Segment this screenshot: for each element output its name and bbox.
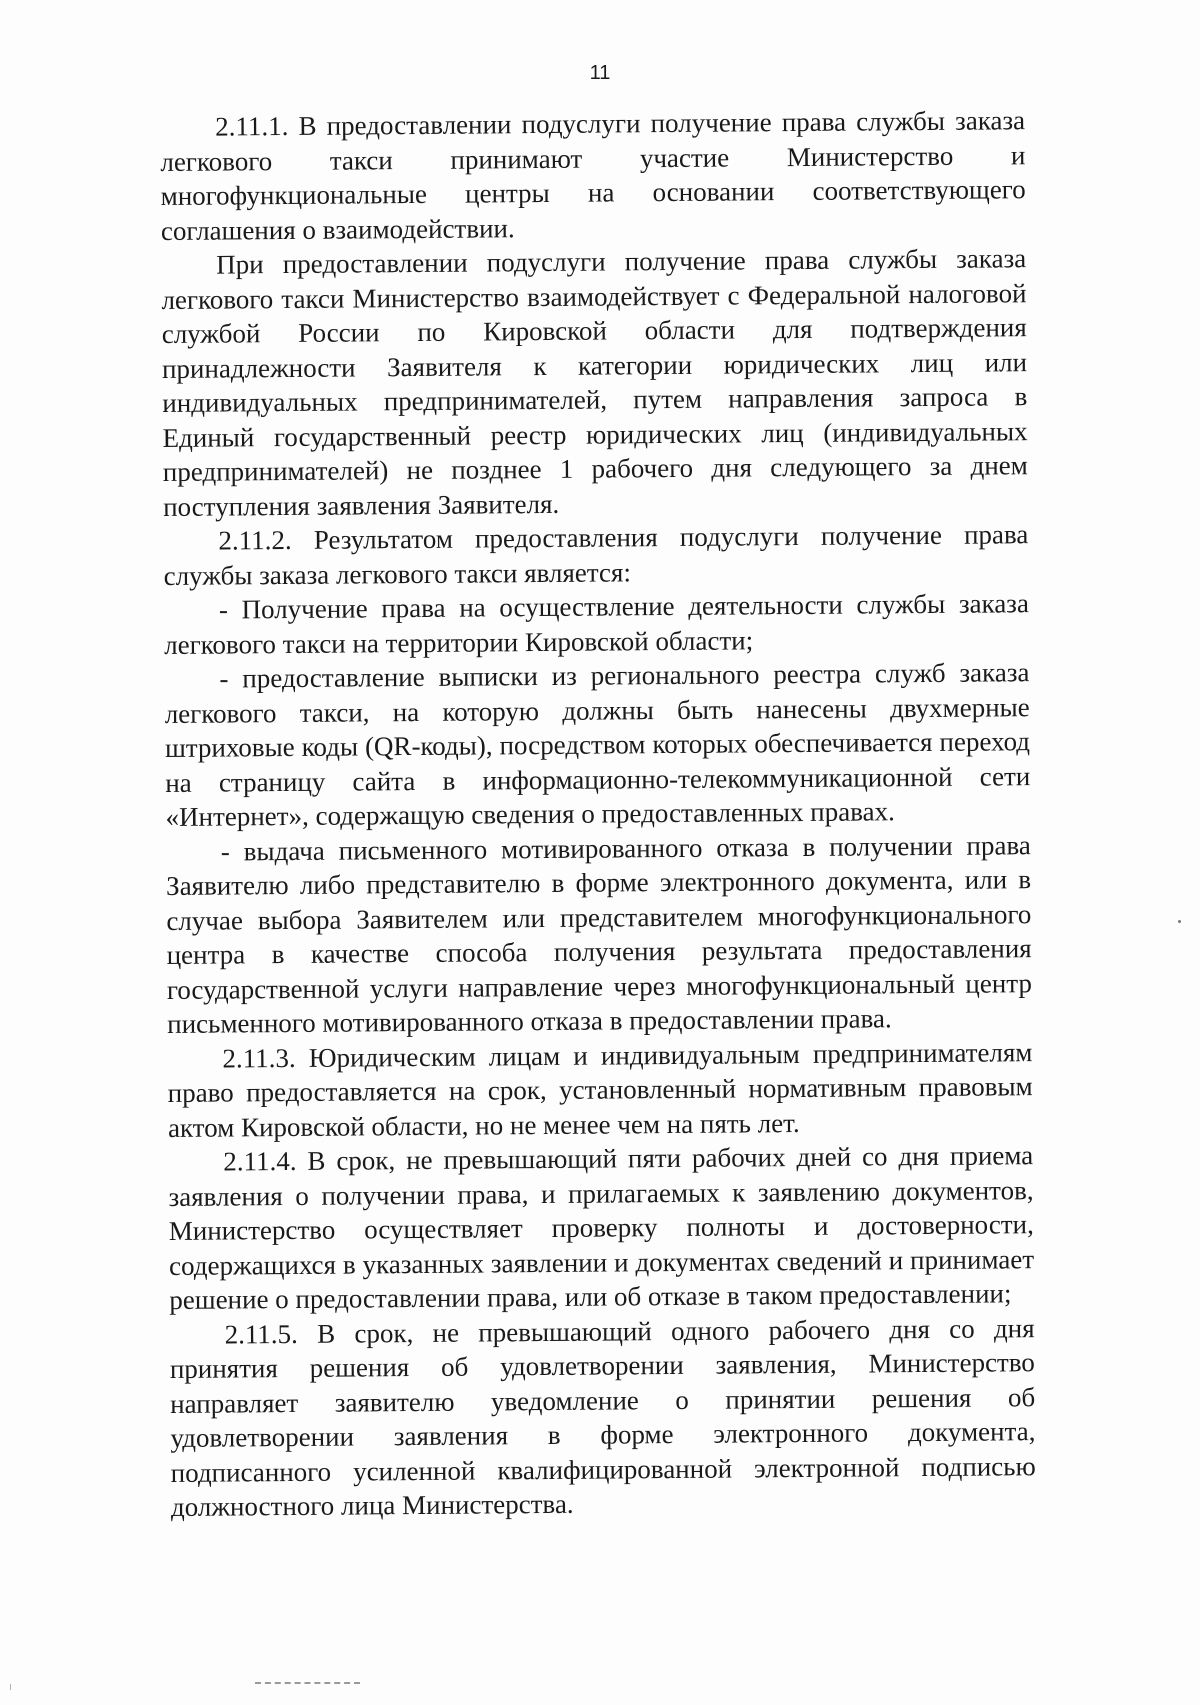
scan-artifact-dashes <box>255 1682 360 1687</box>
paragraph-2-11-4: 2.11.4. В срок, не превышающий пяти рабочих дней со дня приема заявления о получении права, и прилагаемых к заявлению документов, Министерство осуществляет проверку полноты и достоверности, содержащихся в указанных заявлении и документах сведений и принимает решение о предоставлении права, или об отказе в таком предоставлении; <box>168 1140 1035 1315</box>
paragraph-2-11-1: 2.11.1. В предоставлении подуслуги получение права службы заказа легкового такси принимают участие Министерство и многофункциональные центры на основании соответствующего соглашения о взаимодействии. <box>160 105 1026 246</box>
paragraph-2-11-3: 2.11.3. Юридическим лицам и индивидуальным предпринимателям право предоставляется на срок, установленный нормативным правовым актом Кировской области, но не менее чем на пять лет. <box>167 1036 1033 1143</box>
document-body <box>160 103 1036 1524</box>
list-item-refusal: - выдача письменного мотивированного отказа в получении права Заявителю либо представителю в форме электронного документа, или в случае выбора Заявителем или представителем многофункционального центра в качестве способа получения результата предоставления государственной услуги направление через многофункциональный центр письменного мотивированного отказа в предоставлении права. <box>165 829 1032 1039</box>
scan-artifact-dot <box>1178 920 1181 923</box>
list-item-extract: - предоставление выписки из регионального реестра служб заказа легкового такси, на которую должны быть нанесены двухмерные штриховые коды (QR-коды), посредством которых обеспечивается переход на страницу сайта в информационно-телекоммуникационной сети «Интернет», содержащую сведения о предоставленных правах. <box>164 657 1031 832</box>
paragraph-interaction: При предоставлении подуслуги получение права службы заказа легкового такси Министерство взаимодействует с Федеральной налоговой службой России по Кировской области для подтверждения принадлежности Заявителя к категории юридических лиц или индивидуальных предпринимателей, путем направления запроса в Единый государственный реестр юридических лиц (индивидуальных предпринимателей) не позднее 1 рабочего дня следующего за днем поступления заявления Заявителя. <box>161 243 1028 522</box>
page-number: 11 <box>589 62 611 84</box>
list-item-right: - Получение права на осуществление деятельности службы заказа легкового такси на территории Кировской области; <box>164 588 1030 660</box>
scan-artifact-left <box>10 1684 17 1690</box>
paragraph-2-11-5: 2.11.5. В срок, не превышающий одного рабочего дня со дня принятия решения об удовлетворении заявления, Министерство направляет заявителю уведомление о принятии решения об удовлетворении заявления в форме электронного документа, подписанного усиленной квалифицированной электронной подписью должностного лица Министерства. <box>169 1312 1036 1522</box>
paragraph-2-11-2: 2.11.2. Результатом предоставления подуслуги получение права службы заказа легкового такси является: <box>163 519 1029 591</box>
